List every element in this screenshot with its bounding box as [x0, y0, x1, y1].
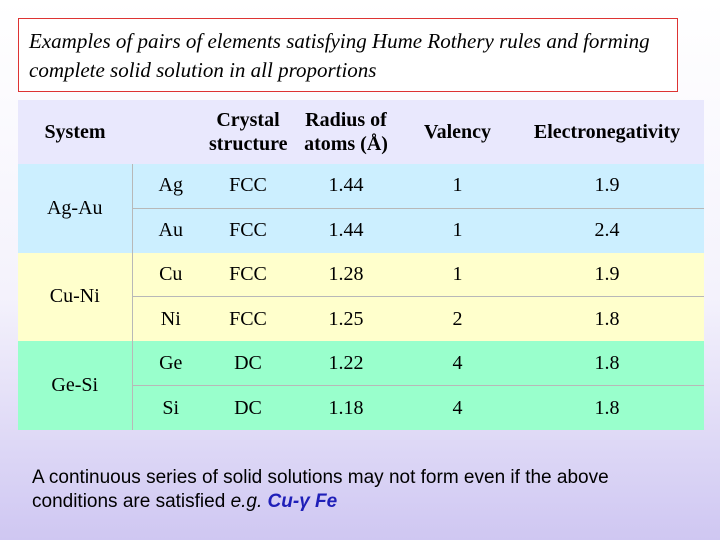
structure-cell: FCC	[209, 253, 287, 297]
footnote-line1: A continuous series of solid solutions may not form even if the above	[32, 467, 609, 488]
electronegativity-cell: 1.9	[510, 253, 704, 297]
radius-cell: 1.22	[287, 341, 405, 385]
electronegativity-cell: 1.8	[510, 386, 704, 430]
element-cell: Ge	[132, 341, 209, 385]
valency-cell: 1	[405, 253, 510, 297]
table-row	[18, 341, 704, 385]
valency-cell: 1	[405, 164, 510, 208]
footnote-eg: e.g.	[230, 491, 263, 512]
valency-cell: 4	[405, 341, 510, 385]
structure-cell: FCC	[209, 297, 287, 341]
header-radius: Radius of atoms (Å)	[287, 100, 405, 164]
system-cu-ni: Cu-Ni	[18, 253, 132, 342]
radius-cell: 1.44	[287, 164, 405, 208]
table-row	[18, 164, 704, 208]
valency-cell: 1	[405, 208, 510, 252]
element-cell: Cu	[132, 253, 209, 297]
header-system: System	[18, 100, 132, 164]
element-cell: Au	[132, 208, 209, 252]
electronegativity-cell: 2.4	[510, 208, 704, 252]
table-header-row	[18, 100, 704, 164]
valency-cell: 2	[405, 297, 510, 341]
electronegativity-cell: 1.9	[510, 164, 704, 208]
electronegativity-cell: 1.8	[510, 341, 704, 385]
radius-cell: 1.25	[287, 297, 405, 341]
electronegativity-cell: 1.8	[510, 297, 704, 341]
structure-cell: DC	[209, 386, 287, 430]
header-element	[132, 100, 209, 164]
structure-cell: FCC	[209, 164, 287, 208]
radius-cell: 1.44	[287, 208, 405, 252]
element-cell: Ag	[132, 164, 209, 208]
header-crystal-structure: Crystal structure	[209, 100, 287, 164]
structure-cell: DC	[209, 341, 287, 385]
radius-cell: 1.18	[287, 386, 405, 430]
footnote	[32, 466, 712, 514]
table-row	[18, 253, 704, 297]
element-cell: Si	[132, 386, 209, 430]
footnote-line2: conditions are satisfied	[32, 491, 226, 512]
system-ge-si: Ge-Si	[18, 341, 132, 430]
element-cell: Ni	[132, 297, 209, 341]
properties-table	[18, 100, 704, 430]
valency-cell: 4	[405, 386, 510, 430]
header-valency: Valency	[405, 100, 510, 164]
radius-cell: 1.28	[287, 253, 405, 297]
system-ag-au: Ag-Au	[18, 164, 132, 253]
slide-title: Examples of pairs of elements satisfying Hume Rothery rules and forming complete solid solution in all proportions	[18, 18, 678, 92]
header-electronegativity: Electronegativity	[510, 100, 704, 164]
structure-cell: FCC	[209, 208, 287, 252]
footnote-example: Cu-γ Fe	[267, 491, 338, 512]
